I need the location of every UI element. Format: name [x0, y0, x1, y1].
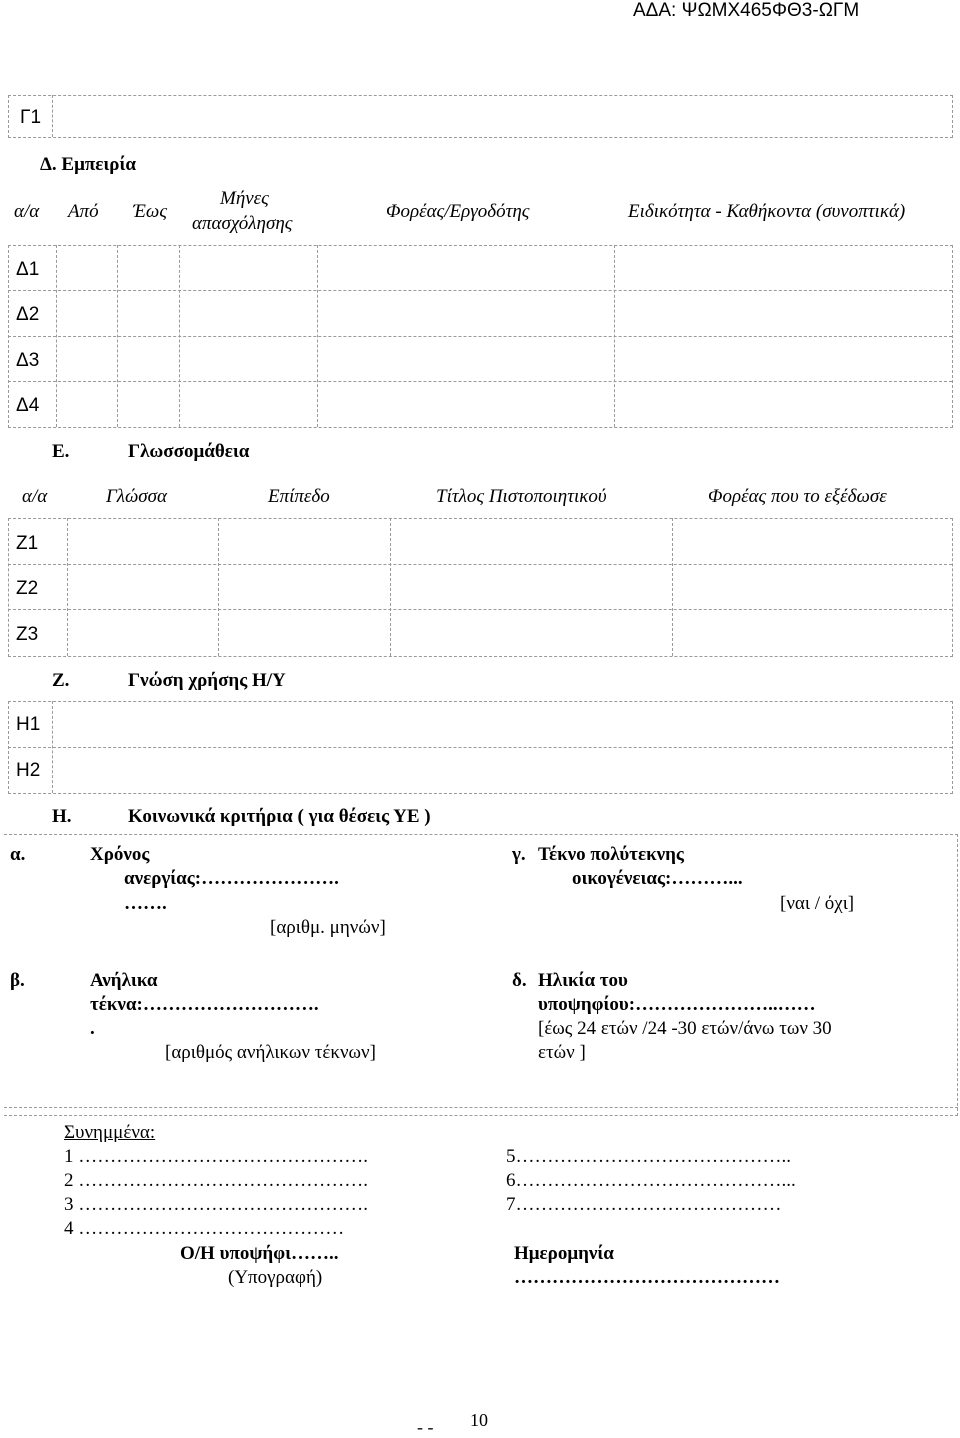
lang-header-issuer: Φορέας που το εξέδωσε: [708, 486, 887, 507]
row-label-d2: Δ2: [16, 304, 40, 325]
row-label-z1: Ζ1: [16, 533, 39, 554]
row-label-d1: Δ1: [16, 259, 40, 280]
social-b-line3: .: [90, 1018, 95, 1039]
social-d-hint-2: ετών ]: [538, 1042, 586, 1063]
languages-table: [8, 518, 953, 657]
social-d-letter: δ.: [512, 970, 527, 991]
row-label-h2: Η2: [16, 760, 41, 781]
social-g-line2: οικογένειας:………...: [572, 868, 743, 889]
document-id: ΑΔΑ: ΨΩΜΧ465ΦΘ3-ΩΓΜ: [633, 0, 860, 21]
exp-header-to: Έως: [133, 201, 168, 222]
exp-header-aa: α/α: [14, 201, 40, 222]
social-g-hint: [ναι / όχι]: [780, 893, 855, 914]
signature-label: (Υπογραφή): [228, 1267, 323, 1288]
row-label-z3: Ζ3: [16, 624, 39, 645]
social-g-line1: Τέκνο πολύτεκνης: [538, 844, 684, 865]
exp-header-employer: Φορέας/Εργοδότης: [386, 201, 530, 222]
social-a-line2: ανεργίας:………………….: [124, 868, 339, 889]
social-b-line1: Ανήλικα: [90, 970, 158, 991]
exp-header-specialty: Ειδικότητα - Καθήκοντα (συνοπτικά): [628, 201, 906, 222]
attachment-line-4: 4 ……………………………………: [64, 1218, 345, 1239]
lang-header-level: Επίπεδο: [268, 486, 330, 507]
social-a-line3: …….: [124, 893, 167, 914]
social-letter: Η.: [52, 806, 72, 827]
gamma-row: [8, 95, 953, 138]
exp-header-months-2: απασχόλησης: [192, 213, 293, 234]
attachment-line-1: 1 ……………………………………….: [64, 1146, 368, 1167]
exp-header-from: Από: [68, 201, 99, 222]
social-d-line1: Ηλικία του: [538, 970, 628, 991]
row-label-d4: Δ4: [16, 395, 40, 416]
experience-title: Δ. Εμπειρία: [40, 154, 136, 175]
attachment-line-2: 2 ……………………………………….: [64, 1170, 368, 1191]
date-value: ……………………………………: [514, 1267, 780, 1288]
date-label: Ημερομηνία: [514, 1243, 614, 1264]
row-label-g1: Γ1: [20, 107, 42, 128]
social-b-line2: τέκνα:……………………….: [90, 994, 319, 1015]
social-g-letter: γ.: [512, 844, 526, 865]
lang-header-aa: α/α: [22, 486, 48, 507]
social-b-letter: β.: [10, 970, 25, 991]
social-a-hint: [αριθμ. μηνών]: [270, 917, 386, 938]
computer-letter: Ζ.: [52, 670, 70, 691]
attachment-line-7: 7……………………………………: [506, 1194, 782, 1215]
signer-label: Ο/Η υποψήφι……..: [180, 1243, 339, 1264]
attachment-line-3: 3 ……………………………………….: [64, 1194, 368, 1215]
row-label-d3: Δ3: [16, 350, 40, 371]
social-a-line1: Χρόνος: [90, 844, 150, 865]
attachment-line-5: 5……………………………………..: [506, 1146, 791, 1167]
lang-header-language: Γλώσσα: [106, 486, 168, 507]
computer-title: Γνώση χρήσης Η/Υ: [128, 670, 286, 691]
languages-letter: Ε.: [52, 441, 70, 462]
exp-header-months-1: Μήνες: [220, 188, 269, 209]
attachments-title: Συνημμένα:: [64, 1122, 156, 1143]
social-b-hint: [αριθμός ανήλικων τέκνων]: [165, 1042, 376, 1063]
lang-header-certificate: Τίτλος Πιστοποιητικού: [436, 486, 607, 507]
social-d-hint-1: [έως 24 ετών /24 -30 ετών/άνω των 30: [538, 1018, 832, 1039]
social-title: Κοινωνικά κριτήρια ( για θέσεις ΥΕ ): [128, 806, 431, 827]
languages-title: Γλωσσομάθεια: [128, 441, 250, 462]
page-number: 10: [470, 1410, 488, 1430]
social-d-line2: υποψηφίου:…………………..……: [538, 994, 816, 1015]
row-label-z2: Ζ2: [16, 578, 39, 599]
row-label-h1: Η1: [16, 714, 41, 735]
social-a-letter: α.: [10, 844, 26, 865]
footer-dashes: - -: [417, 1417, 434, 1437]
attachment-line-6: 6……………………………………...: [506, 1170, 796, 1191]
